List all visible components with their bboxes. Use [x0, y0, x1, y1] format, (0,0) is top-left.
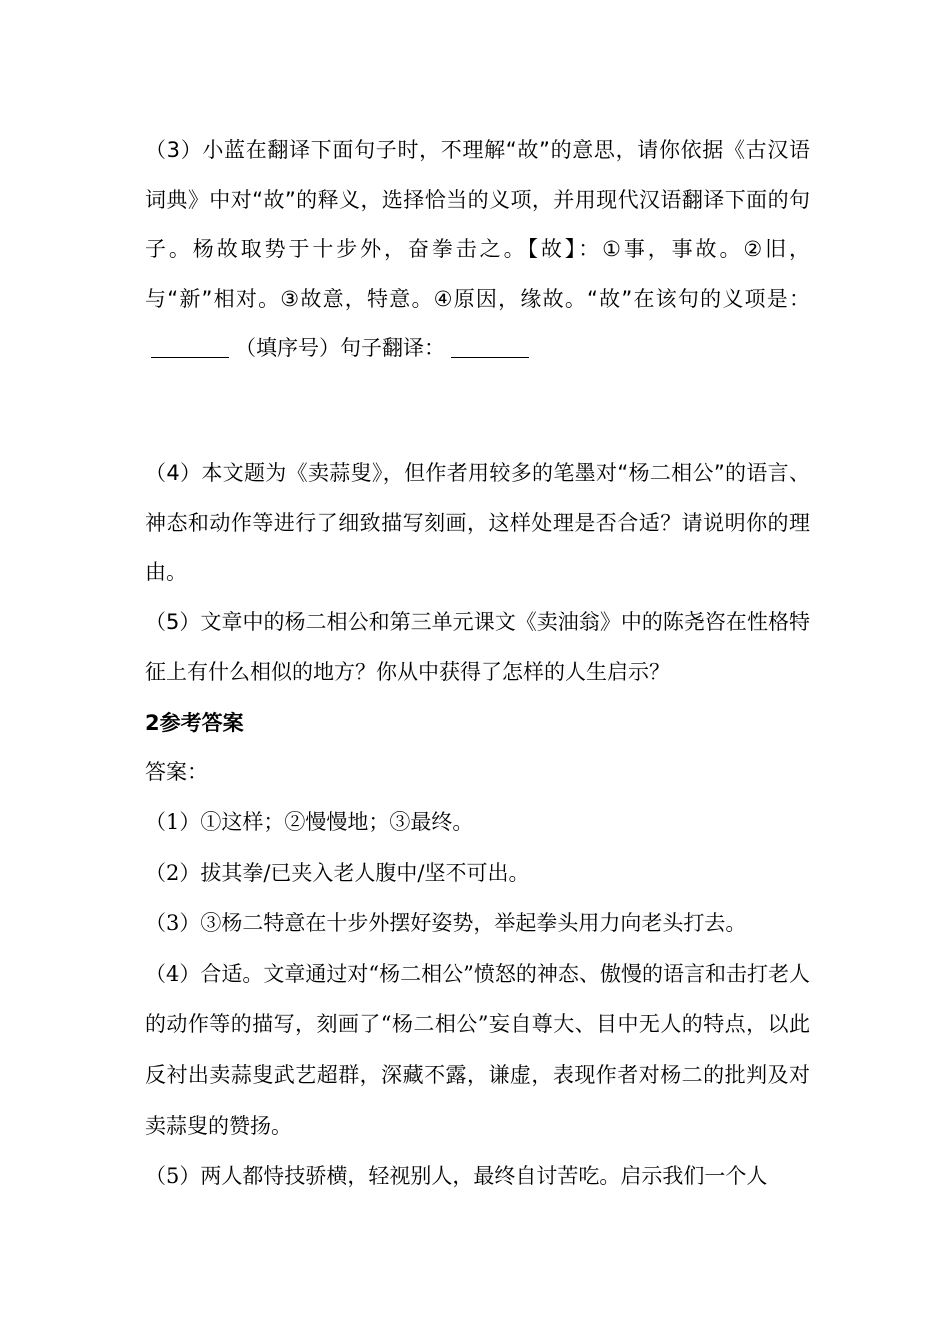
answer-4: （4）合适。文章通过对“杨二相公”愤怒的神态、傲慢的语言和击打老人的动作等的描写，刻画了“杨二相公”妄自尊大、目中无人的特点，以此反衬出卖蒜叟武艺超群，深藏不露，谦虚，表现作者对杨二的批判及对卖蒜叟的赞扬。 — [145, 961, 810, 1138]
answers-list — [145, 797, 810, 1202]
question-5-text: （5）文章中的杨二相公和第三单元课文《卖油翁》中的陈尧咨在性格特征上有什么相似的地方？你从中获得了怎样的人生启示？ — [145, 610, 810, 684]
answer-3: （3）③杨二特意在十步外摆好姿势，举起拳头用力向老头打去。 — [145, 911, 747, 936]
question-4-text: （4）本文题为《卖蒜叟》，但作者用较多的笔墨对“杨二相公”的语言、神态和动作等进行了细致描写刻画，这样处理是否合适？请说明你的理由。 — [145, 461, 810, 585]
answer-blank-translation — [451, 335, 529, 358]
answer-5: （5）两人都恃技骄横，轻视别人，最终自讨苦吃。启示我们一个人 — [145, 1164, 768, 1189]
answers-heading-text: 2参考答案 — [145, 711, 244, 735]
question-4 — [145, 449, 810, 598]
answer-blank-number — [151, 335, 229, 358]
answers-label — [145, 748, 810, 798]
question-3-text — [145, 126, 810, 374]
question-3-text-part2: （填序号）句子翻译： — [235, 336, 445, 361]
answer-1: （1）①这样；②慢慢地；③最终。 — [145, 810, 474, 834]
answer-2: （2）拔其拳/已夹入老人腹中/坚不可出。 — [145, 860, 530, 885]
question-5 — [145, 598, 810, 697]
answers-heading — [145, 699, 810, 749]
question-3-text-part1: （3）小蓝在翻译下面句子时，不理解“故”的意思，请你依据《古汉语词典》中对“故”的释义，选择恰当的义项，并用现代汉语翻译下面的句子。杨故取势于十步外，奋拳击之。【故】：①事，事故。②旧，与“新”相对。③故意，特意。④原因，缘故。“故”在该句的义项是： — [145, 138, 810, 311]
question-3 — [145, 126, 810, 374]
answers-label-text: 答案： — [145, 760, 208, 784]
